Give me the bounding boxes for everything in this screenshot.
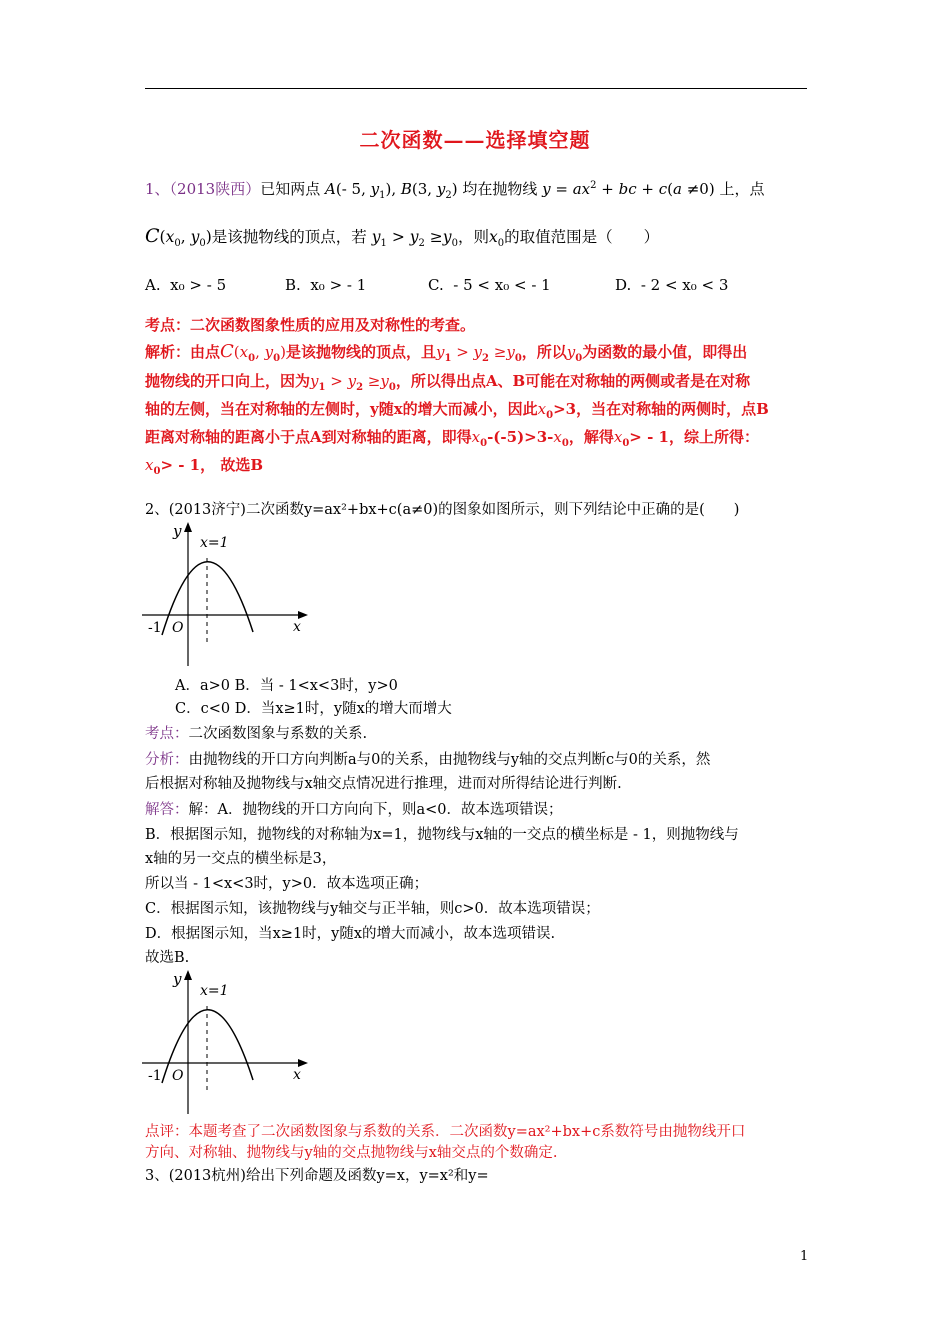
- q1-option-b: B. x₀ > - 1: [285, 276, 367, 294]
- y-label: y: [173, 970, 182, 988]
- x-axis-arrow: [298, 611, 308, 619]
- x-axis-arrow: [298, 1059, 308, 1067]
- q1-stem-line2: $C(x_0$, $y_0$)是该抛物线的顶点，若 $y_1 > y_2 \ge y_0$，则$x_0$的取值范围是（ ）: [145, 225, 660, 250]
- q2-jieda-line4: 所以当 - 1<x<3时，y>0．故本选项正确；: [145, 876, 429, 892]
- q2-jieda-line3: x轴的另一交点的横坐标是3，: [145, 851, 337, 867]
- origin-label: O: [172, 620, 184, 636]
- q2-jieda-line6: D．根据图示知，当x≥1时，y随x的增大而减小，故本选项错误.: [145, 926, 556, 942]
- q2-fenxi-line1: 分析：由抛物线的开口方向判断a与0的关系，由抛物线与y轴的交点判断c与0的关系，然: [145, 752, 711, 768]
- q1-stem-f: 的取值范围是（ ）: [504, 228, 660, 246]
- q2-options-row1: A．a>0 B．当 - 1<x<3时，y>0: [175, 678, 398, 694]
- q1-points-formula: A: [325, 180, 336, 198]
- origin-label: O: [172, 1068, 184, 1084]
- q1-stem-e: ，则: [457, 228, 489, 246]
- q1-stem-d: 是该抛物线的顶点，若: [211, 228, 367, 246]
- q1-option-d: D. - 2 < x₀ < 3: [615, 276, 729, 294]
- q1-jiexi-line3: 轴的左侧，当在对称轴的左侧时，y随x的增大而减小，因此$x_0>3$，当在对称轴的两侧时，点B: [145, 400, 769, 421]
- page-title: 二次函数——选择填空题: [359, 128, 591, 152]
- page-number: 1: [800, 1249, 809, 1264]
- q2-jieda-line1: 解答：解：A．抛物线的开口方向向下，则a<0．故本选项错误；: [145, 802, 563, 818]
- q3-stem: 3、(2013杭州)给出下列命题及函数y=x，y=x²和y=: [145, 1168, 489, 1184]
- q1-stem-a: 已知两点: [260, 180, 321, 198]
- x-label: x: [293, 619, 301, 635]
- q1-option-c: C. - 5 < x₀ < - 1: [428, 276, 551, 294]
- q2-dianping-line1: 点评：本题考查了二次函数图象与系数的关系．二次函数y=ax²+bx+c系数符号由抛物线开口: [145, 1124, 746, 1140]
- y-axis-arrow: [184, 970, 192, 980]
- q1-parabola-formula: y = ax: [542, 180, 591, 198]
- q2-jieda-line5: C．根据图示知，该抛物线与y轴交与正半轴，则c>0．故本选项错误；: [145, 901, 600, 917]
- x-label: x: [293, 1067, 301, 1083]
- q2-parabola-graph: [140, 520, 320, 668]
- q2-jieda-line2: B．根据图示知，抛物线的对称轴为x=1，抛物线与x轴的一交点的横坐标是 - 1，则抛物线与: [145, 827, 739, 843]
- q1-prefix: 1、（2013陕西）: [145, 180, 261, 198]
- q1-option-a: A. x₀ > - 5: [145, 276, 227, 294]
- q1-stem-c: 上，点: [719, 180, 765, 198]
- header-rule: [145, 88, 807, 89]
- neg-one-label: -1: [148, 620, 162, 636]
- q2-fenxi-line2: 后根据对称轴及抛物线与x轴交点情况进行推理，进而对所得结论进行判断.: [145, 776, 622, 792]
- q2-stem: 2、(2013济宁)二次函数y=ax²+bx+c(a≠0)的图象如图所示，则下列结论中正确的是( ): [145, 502, 740, 518]
- y-label: y: [173, 522, 182, 540]
- q1-jiexi-line4: 距离对称轴的距离小于点A到对称轴的距离，即得$x_0-(-5)>3-x_0$，解得$x_0> - 1$，综上所得：: [145, 428, 759, 449]
- q2-options-row2: C．c<0 D．当x≥1时，y随x的增大而增大: [175, 701, 452, 717]
- y-axis-arrow: [184, 522, 192, 532]
- q2-answer-graph: [140, 968, 320, 1116]
- q1-stem-line1: 1、（2013陕西）已知两点 A(- 5, $y_1$), B(3, $y_2$) 均在抛物线 $y = ax^2$ + bc + c(a ≠0) 上，点: [145, 180, 765, 201]
- q2-kaodian: 考点：二次函数图象与系数的关系.: [145, 726, 368, 742]
- q1-kaodian: 考点：二次函数图象性质的应用及对称性的考查。: [145, 316, 476, 334]
- symmetry-label: x=1: [200, 983, 229, 999]
- neg-one-label: -1: [148, 1068, 162, 1084]
- q1-jiexi-line2: 抛物线的开口向上，因为$y_1 > y_2 \ge y_0$，所以得出点A、B可能在对称轴的两侧或者是在对称: [145, 372, 751, 393]
- q1-vertex-formula: C: [145, 225, 160, 247]
- q2-jieda-line7: 故选B.: [145, 950, 190, 966]
- symmetry-label: x=1: [200, 535, 229, 551]
- q1-jiexi-line1: 解析：由点$C(x_0$, $y_0$)是该抛物线的顶点，且$y_1 > y_2 \ge y_0$，所以$y_0$为函数的最小值，即得出: [145, 341, 748, 364]
- q1-jiexi-line5: $x_0> - 1$， 故选B: [145, 456, 264, 477]
- q1-stem-b: 均在抛物线: [462, 180, 538, 198]
- q2-dianping-line2: 方向、对称轴、抛物线与y轴的交点抛物线与x轴交点的个数确定.: [145, 1145, 558, 1161]
